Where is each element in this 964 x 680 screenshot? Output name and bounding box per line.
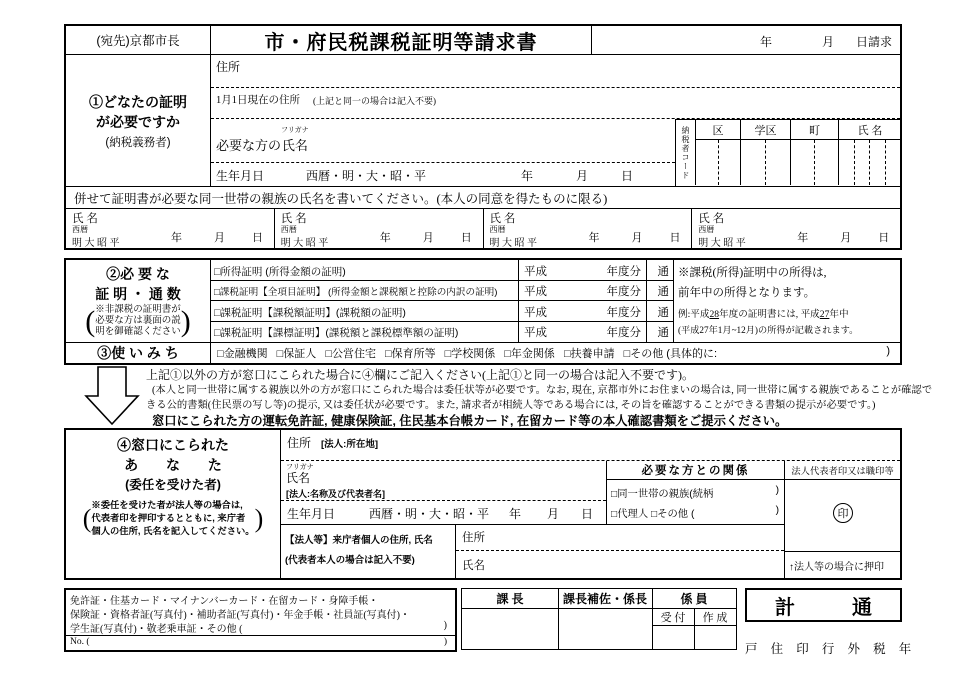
family-name-label: 氏 名	[489, 213, 516, 225]
main-form-box	[64, 24, 902, 250]
open-paren: (	[85, 304, 96, 338]
certificate-row-tax-base	[211, 322, 673, 342]
close-paren: )	[254, 503, 264, 533]
id-docs-line2: 保険証・資格者証(写真付)・補助者証(写真付)・年金手帳・社員証(写真付)・	[70, 610, 410, 621]
family-instruction-row	[66, 186, 900, 208]
family-era-bottom: 明 大 昭 平	[280, 238, 329, 249]
furigana-label: フリガナ	[281, 127, 309, 134]
corporate-seal-cell	[784, 461, 900, 551]
era-heisei-label: 平成	[524, 265, 547, 278]
name-prefix-label: 必要な方の	[216, 138, 282, 153]
jan1-address-note: (上記と同一の場合は記入不要)	[313, 96, 436, 106]
code-col-ward: 区	[696, 120, 740, 140]
income-note-cell	[673, 260, 900, 342]
visitor-birthdate-field[interactable]	[281, 501, 606, 524]
section2-note-line1: ※非課税の証明書が	[95, 305, 181, 315]
visitor-address-corp-note: [法人:所在地]	[321, 439, 378, 450]
notice-line4-bold: 窓口にこられた方の運転免許証, 健康保険証, 住民基本台帳カード, 在留カード等の本人確認書類をご提示ください。	[152, 414, 788, 428]
id-docs-line3-close-paren: )	[443, 620, 447, 631]
section3-label	[66, 342, 211, 363]
certificates-box	[64, 258, 902, 365]
section2-note-line2: 必要な方は裏面の説	[95, 316, 181, 326]
section2-title-line1: ②必 要 な	[106, 266, 170, 282]
visitor-address-field[interactable]	[281, 430, 900, 461]
section4-note-line3: 個人の住所, 氏名を記入してください。	[91, 526, 255, 536]
relation-option2-close-paren: )	[775, 505, 779, 516]
address-label: 住所	[216, 60, 241, 74]
fiscal-year-label: 年度分	[606, 265, 641, 278]
family-era-top: 西暦	[489, 225, 506, 234]
section4-label-line1: ④窓口にこられた	[117, 437, 229, 453]
certificate-row-income	[211, 260, 673, 281]
section2-note-line3: 明を御確認ください	[95, 327, 181, 337]
income-note-line3	[678, 306, 849, 320]
approval-sub-header-reception: 受 付	[660, 611, 686, 624]
id-number-row[interactable]	[66, 635, 455, 650]
address-field[interactable]	[211, 55, 900, 88]
open-paren: (	[82, 503, 92, 533]
code-col-school-district: 学区	[740, 120, 790, 140]
seal-header: 法人代表者印又は職印等	[785, 461, 900, 480]
id-number-close-paren: )	[443, 637, 447, 647]
name-kanji-label: 氏名	[281, 138, 308, 153]
section4-note-line1: ※委任を受けた者が法人等の場合は,	[91, 500, 243, 510]
visitor-birth-day-label: 日	[581, 507, 594, 521]
certificate-option-tax-amount[interactable]: □課税証明【課税額証明】(課税額の証明)	[214, 307, 406, 319]
family-instruction-text: 併せて証明書が必要な同一世帯の親族の氏名を書いてください。(本人の同意を得たものに限る)	[74, 192, 608, 206]
usage-option-other[interactable]: □その他 (具体的に:	[623, 347, 718, 360]
family-day-label: 日	[878, 232, 890, 244]
usage-option-pension[interactable]: □年金関係	[504, 347, 555, 360]
family-name-block-4[interactable]	[691, 209, 900, 248]
request-date-cell	[591, 26, 900, 55]
family-day-label: 日	[669, 232, 681, 244]
id-documents-box	[64, 588, 457, 652]
era-heisei-label: 平成	[524, 327, 547, 339]
approval-table	[461, 588, 737, 650]
usage-option-nursery[interactable]: □保育所等	[384, 347, 436, 360]
visitor-box	[64, 428, 902, 580]
copies-unit-label: 通	[657, 265, 669, 278]
usage-options-row	[211, 342, 900, 363]
income-note-line1: ※課税(所得)証明中の所得は,	[678, 267, 827, 279]
certificate-row-tax-amount	[211, 301, 673, 322]
income-note-line4: (平成27年1月~12月)の所得が記載されます。	[678, 325, 859, 335]
relation-option-same-household[interactable]: □同一世帯の親族(続柄	[611, 489, 714, 500]
family-year-label: 年	[797, 232, 809, 244]
note-year-27: 27	[819, 309, 830, 320]
family-name-blocks	[66, 208, 900, 248]
note-part: 例:平成	[678, 309, 710, 320]
request-date-year-label: 年	[760, 35, 773, 49]
section4-label-line3: (委任を受けた者)	[125, 478, 221, 492]
relation-option1-close-paren: )	[775, 485, 779, 496]
note-part: 年中	[829, 309, 849, 320]
section2-label	[66, 260, 211, 342]
family-name-label: 氏 名	[280, 213, 307, 225]
income-note-line2: 前年中の所得となります。	[678, 287, 816, 299]
visitor-birth-year-label: 年	[509, 507, 522, 521]
total-kei-label: 計	[775, 596, 795, 619]
family-era-bottom: 明 大 昭 平	[489, 238, 537, 249]
furigana-label: フリガナ	[286, 464, 314, 471]
section4-note	[83, 499, 264, 538]
seal-note-text: ↑法人等の場合に押印	[789, 562, 884, 573]
visitor-corp-name-note: [法人:名称及び代表者名]	[286, 489, 385, 499]
notice-block	[64, 365, 962, 427]
down-arrow-icon	[84, 366, 140, 426]
id-docs-line1: 免許証・住基カード・マイナンバーカード・在留カード・身障手帳・	[70, 596, 379, 607]
relation-option-agent-other[interactable]: □代理人 □その他 (	[611, 509, 695, 520]
visitor-name-field[interactable]	[281, 461, 606, 501]
addressee-label: (宛先)京都市長	[96, 34, 180, 48]
section3-title: ③使 い み ち	[97, 344, 179, 361]
request-date-month-label: 月	[822, 35, 835, 49]
usage-option-public-housing[interactable]: □公営住宅	[325, 347, 376, 360]
copies-unit-label: 通	[657, 286, 669, 298]
total-tsu-label: 通	[852, 596, 872, 619]
family-day-label: 日	[460, 232, 472, 244]
approval-header-staff: 係 員	[680, 592, 708, 606]
visitor-birth-era: 西暦・明・大・昭・平	[369, 507, 490, 521]
addressee-cell	[66, 26, 211, 55]
visitor-birth-label: 生年月日	[287, 507, 336, 521]
fiscal-year-label: 年度分	[606, 306, 641, 319]
jan1-address-field[interactable]	[211, 88, 900, 119]
certificate-option-all-items[interactable]: □課税証明【全項目証明】 (所得金額と課税額と控除の内訳の証明)	[214, 287, 498, 298]
family-name-block-3[interactable]	[483, 209, 692, 248]
approval-header-deputy: 課長補佐・係長	[562, 592, 647, 606]
seal-icon: 印	[833, 503, 853, 523]
family-month-label: 月	[631, 232, 643, 244]
family-name-block-2[interactable]	[274, 209, 483, 248]
divider-line	[558, 589, 559, 649]
notice-line2: (本人と同一世帯に属する親族以外の方が窓口にこられた場合は委任状等が必要です。なお, 現在, 京都市外にお住まいの場合は, 同一世帯に属する親族であることが確認で	[152, 385, 933, 396]
copies-unit-label: 通	[657, 306, 669, 319]
taxpayer-code-digit-boxes[interactable]	[696, 140, 901, 185]
approval-header-section-chief: 課 長	[496, 592, 524, 606]
family-name-label: 氏 名	[698, 213, 725, 225]
seal-note-cell	[784, 551, 900, 578]
form-title-cell	[211, 26, 591, 55]
section4-label	[66, 430, 281, 578]
section2-title-line2: 証 明 ・ 通 数	[95, 286, 181, 302]
notice-line1: 上記①以外の方が窓口にこられた場合に④欄にご記入ください(上記①と同一の場合は記入不要です)。	[146, 368, 694, 382]
usage-other-close-paren: )	[886, 345, 890, 357]
family-era-top: 西暦	[698, 225, 715, 234]
stamp-characters: 戸 住 印 行 外 税 年	[745, 642, 917, 656]
section2-note	[85, 305, 191, 338]
certificate-row-all-items	[211, 281, 673, 301]
visitor-birth-month-label: 月	[547, 507, 560, 521]
visitor-address-label: 住所	[287, 436, 312, 450]
id-number-label: No. (	[70, 637, 90, 647]
section4-label-line2: あ な た	[124, 457, 234, 473]
stamp-characters-row	[745, 639, 945, 657]
taxpayer-code-table	[675, 119, 900, 186]
family-year-label: 年	[379, 232, 391, 244]
family-day-label: 日	[252, 232, 263, 244]
code-col-name: 氏 名	[838, 120, 901, 140]
birth-month-label: 月	[576, 169, 589, 183]
family-month-label: 月	[214, 232, 225, 244]
request-date-day-label: 日請求	[855, 35, 892, 49]
section1-label-line2: が必要ですか	[96, 113, 180, 130]
usage-option-dependent[interactable]: □扶養申請	[563, 347, 615, 360]
family-name-label: 氏 名	[72, 213, 98, 225]
section1-label-line1: ①どなたの証明	[89, 93, 187, 110]
corporate-visitor-address-field[interactable]	[456, 524, 784, 551]
family-year-label: 年	[171, 232, 182, 244]
approval-sub-header-created: 作 成	[702, 611, 728, 624]
note-year-28: 28	[709, 309, 720, 320]
birthdate-field[interactable]	[211, 163, 675, 186]
note-part: 年度の証明書には, 平成	[719, 309, 820, 320]
divider-line	[694, 608, 695, 649]
copies-unit-label: 通	[657, 327, 669, 339]
usage-option-guarantor[interactable]: □保証人	[276, 347, 317, 360]
family-name-block-1[interactable]	[66, 209, 274, 248]
certificate-option-income[interactable]: □所得証明 (所得金額の証明)	[214, 266, 346, 278]
birth-year-label: 年	[521, 169, 534, 183]
certificate-rows	[211, 260, 673, 342]
family-year-label: 年	[588, 232, 600, 244]
section4-note-line2: 代表者印を押印するとともに, 来庁者	[91, 513, 246, 523]
jan1-address-label: 1月1日現在の住所	[216, 95, 300, 106]
code-col-town: 町	[790, 120, 838, 140]
relationship-header: 必要な方との関係	[607, 461, 784, 480]
corporate-visitor-name-field[interactable]	[456, 551, 784, 578]
visitor-name-label: 氏名	[286, 471, 311, 485]
page-title: 市・府民税課税証明等請求書	[264, 31, 538, 54]
fiscal-year-label: 年度分	[606, 286, 641, 298]
corporate-visitor-line1: 【法人等】来庁者個人の住所, 氏名	[285, 535, 433, 546]
required-person-name-field[interactable]	[211, 119, 675, 163]
notice-line3: きる公的書類(住民票の写し等)の提示, 又は委任状が必要です。また, 請求者が相続人等である場合には, その旨を確認することができる書類の提示が必要です。)	[146, 400, 876, 411]
birth-label: 生年月日	[216, 169, 265, 183]
section1-label-line3: (納税義務者)	[105, 136, 171, 149]
family-month-label: 月	[840, 232, 852, 244]
corporate-visitor-name-label: 氏名	[462, 560, 485, 572]
close-paren: )	[180, 304, 191, 338]
relationship-cell	[606, 461, 784, 524]
birth-era-label: 西暦・明・大・昭・平	[306, 169, 427, 183]
family-era-top: 西暦	[72, 225, 88, 234]
era-heisei-label: 平成	[524, 306, 547, 319]
usage-option-bank[interactable]: □金融機関	[217, 347, 268, 360]
section1-label	[66, 55, 211, 186]
family-era-bottom: 明 大 昭 平	[698, 238, 746, 249]
corporate-visitor-cell	[281, 524, 456, 578]
total-copies-box	[745, 588, 902, 622]
corporate-visitor-line2: (代表者本人の場合は記入不要)	[285, 555, 415, 566]
certificate-option-tax-base[interactable]: □課税証明【課標証明】(課税額と課税標準額の証明)	[214, 327, 459, 339]
id-docs-line3: 学生証(写真付)・敬老乗車証・その他 (	[70, 624, 243, 635]
family-era-top: 西暦	[280, 225, 297, 234]
family-month-label: 月	[422, 232, 434, 244]
era-heisei-label: 平成	[524, 286, 547, 298]
fiscal-year-label: 年度分	[606, 327, 641, 339]
usage-option-school[interactable]: □学校関係	[444, 347, 496, 360]
taxpayer-code-label: 納税者コード	[676, 120, 696, 185]
corporate-visitor-address-label: 住所	[462, 532, 485, 544]
birth-day-label: 日	[621, 169, 634, 183]
family-era-bottom: 明 大 昭 平	[72, 238, 120, 249]
